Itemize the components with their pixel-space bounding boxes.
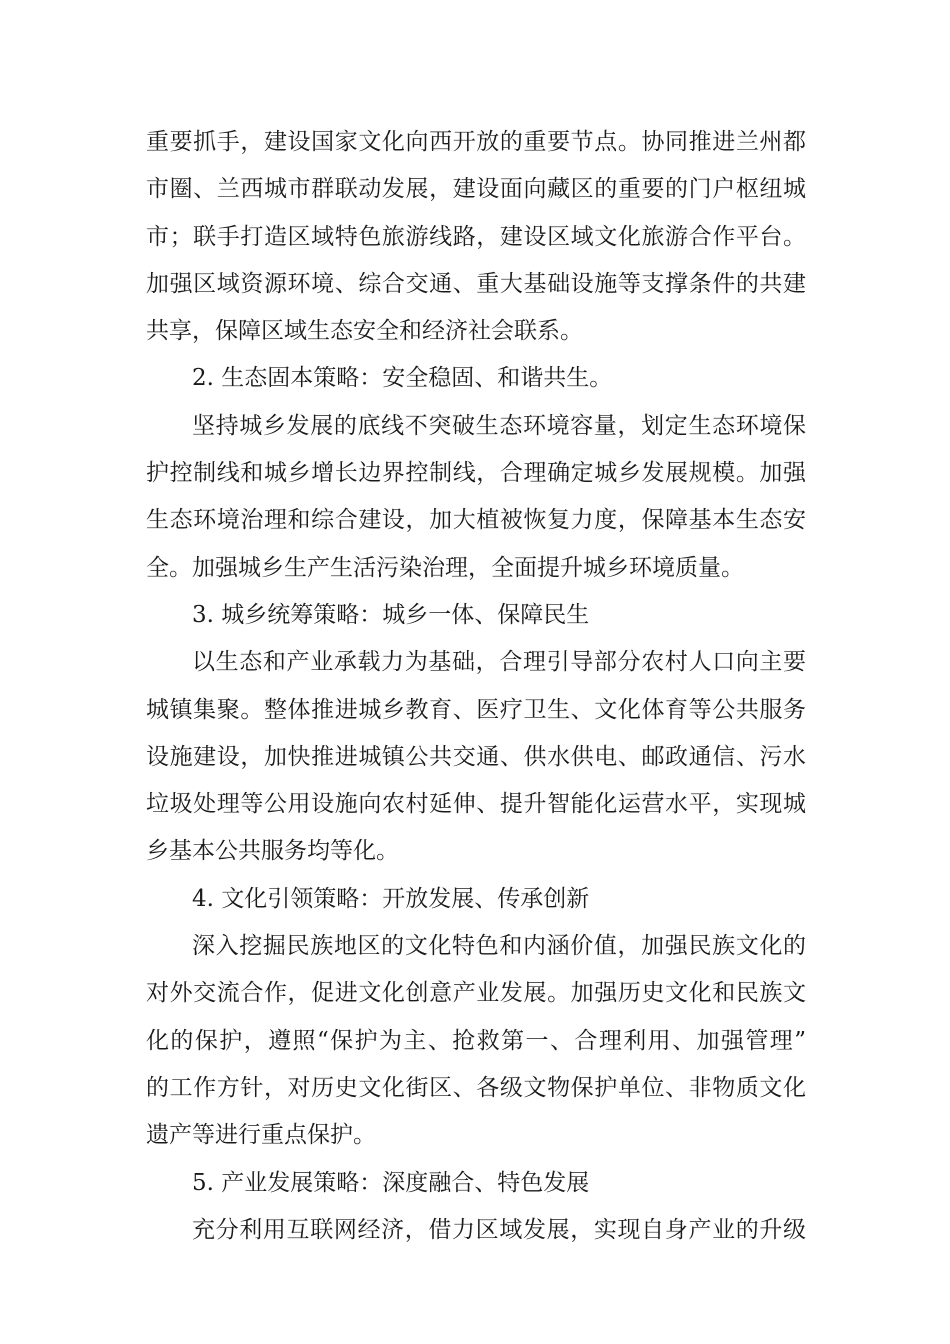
section-heading-3: 3. 城乡统筹策略：城乡一体、保障民生 [192,601,590,628]
body-line: 市圈、兰西城市群联动发展，建设面向藏区的重要的门户枢纽城 [146,176,806,203]
body-line: 遗产等进行重点保护。 [146,1122,376,1149]
body-line: 市；联手打造区域特色旅游线路，建设区域文化旅游合作平台。 [146,223,806,250]
body-line: 充分利用互联网经济，借力区域发展，实现自身产业的升级 [192,1216,806,1243]
body-line: 全。加强城乡生产生活污染治理，全面提升城乡环境质量。 [146,554,744,581]
document-body [146,119,806,1254]
section-heading-2: 2. 生态固本策略：安全稳固、和谐共生。 [192,365,613,392]
body-line: 化的保护，遵照“保护为主、抢救第一、合理利用、加强管理” [146,1027,806,1054]
body-line: 以生态和产业承载力为基础，合理引导部分农村人口向主要 [192,649,806,676]
body-line: 的工作方针，对历史文化街区、各级文物保护单位、非物质文化 [146,1074,806,1101]
body-line: 重要抓手，建设国家文化向西开放的重要节点。协同推进兰州都 [146,129,806,155]
body-line: 生态环境治理和综合建设，加大植被恢复力度，保障基本生态安 [146,507,806,534]
body-line: 深入挖掘民族地区的文化特色和内涵价值，加强民族文化的 [192,933,806,960]
section-heading-5: 5. 产业发展策略：深度融合、特色发展 [192,1169,590,1196]
body-line: 垃圾处理等公用设施向农村延伸、提升智能化运营水平，实现城 [146,791,806,818]
body-line: 坚持城乡发展的底线不突破生态环境容量，划定生态环境保 [192,412,806,439]
body-line: 城镇集聚。整体推进城乡教育、医疗卫生、文化体育等公共服务 [146,696,806,723]
body-line: 共享，保障区域生态安全和经济社会联系。 [146,318,583,345]
body-line: 加强区域资源环境、综合交通、重大基础设施等支撑条件的共建 [146,270,806,297]
body-line: 乡基本公共服务均等化。 [146,838,399,865]
body-line: 对外交流合作，促进文化创意产业发展。加强历史文化和民族文 [146,980,806,1007]
body-line: 护控制线和城乡增长边界控制线，合理确定城乡发展规模。加强 [146,460,806,487]
body-line: 设施建设，加快推进城镇公共交通、供水供电、邮政通信、污水 [146,743,806,770]
section-heading-4: 4. 文化引领策略：开放发展、传承创新 [192,885,590,912]
